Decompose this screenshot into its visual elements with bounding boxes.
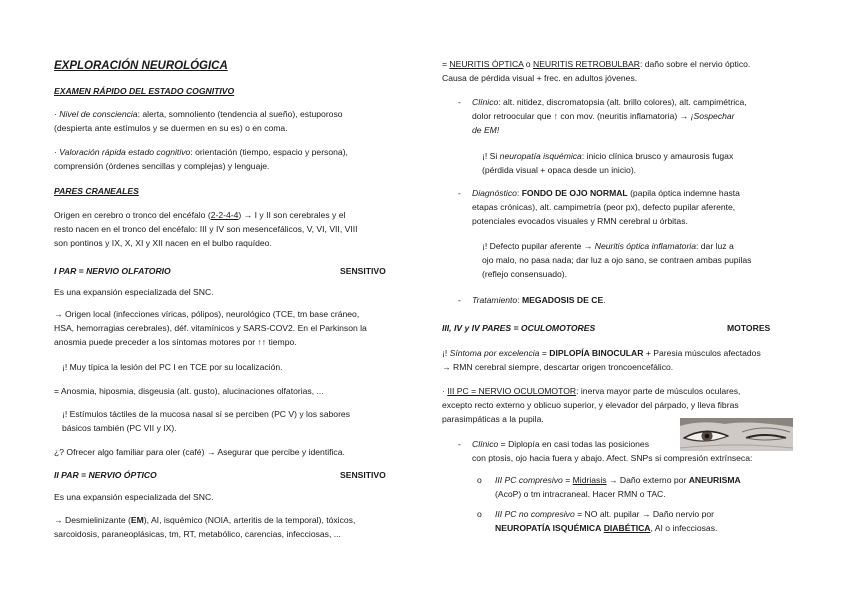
iii-text: : inerva mayor parte de músculos oculares, bbox=[576, 386, 741, 396]
no-compresivo-paragraph bbox=[495, 507, 717, 535]
bullet-dot: · bbox=[54, 109, 60, 119]
clinico-sospechar: ¡Sospechar bbox=[690, 111, 735, 122]
no-compresivo-diabetica: DIABÉTICA bbox=[603, 523, 651, 534]
par1-heading: I PAR = NERVIO OLFATORIO bbox=[54, 266, 171, 276]
neuritis-optica: NEURITIS ÓPTICA bbox=[449, 59, 524, 69]
tratamiento-dash: - bbox=[458, 295, 461, 305]
compresivo-aneurisma: ANEURISMA bbox=[688, 475, 741, 485]
neuritis-paragraph bbox=[442, 57, 750, 85]
iii-text-3: parasimpáticas a la pupila. bbox=[442, 414, 544, 425]
iii-clinico-text-2: con ptosis, ojo hacia fuera y abajo. Afect. SNPs si compresión extrínseca: bbox=[472, 453, 753, 464]
compresivo-text-2: (AcoP) o tm intracraneal. Hacer RMN o TAC. bbox=[495, 489, 666, 500]
clinico-dash: - bbox=[458, 97, 461, 107]
pares-heading: PARES CRANEALES bbox=[54, 186, 139, 196]
no-compresivo-label: III PC no compresivo bbox=[495, 509, 575, 519]
origen-rule: 2-2-4-4 bbox=[210, 210, 239, 220]
no-compresivo-neuropatia: NEUROPATÍA ISQUÉMICA bbox=[495, 523, 602, 534]
clinico-text: : alt. nitidez, discromatopsia (alt. brillo colores), alt. campimétrica, bbox=[498, 97, 747, 107]
sintoma-diplopia: DIPLOPÍA BINOCULAR bbox=[549, 348, 644, 358]
diagnostico-fondo: FONDO DE OJO NORMAL bbox=[521, 188, 628, 198]
neuritis-text: : daño sobre el nervio óptico. bbox=[639, 59, 751, 69]
par1-estimulos-2: básicos también (PC VII y IX). bbox=[62, 423, 177, 434]
iii-clinico-label: Clínico bbox=[472, 439, 499, 449]
par2-heading: II PAR = NERVIO ÓPTICO bbox=[54, 470, 157, 480]
nivel-label: Nivel de consciencia bbox=[59, 109, 138, 119]
clinico-text-3: de EM! bbox=[472, 125, 500, 136]
diagnostico-paragraph bbox=[472, 186, 740, 229]
neuritis-text-2: Causa de pérdida visual + frec. en adultos jóvenes. bbox=[442, 73, 638, 84]
compresivo-label: III PC compresivo bbox=[495, 475, 563, 485]
defecto-label: Neuritis óptica inflamatoria bbox=[594, 241, 696, 251]
diagnostico-text-2: etapas crónicas), alt. campimetría (peor px), defecto pupilar aferente, bbox=[472, 202, 736, 213]
tratamiento-paragraph bbox=[472, 293, 606, 307]
diagnostico-dash: - bbox=[458, 188, 461, 198]
sintoma-text: + Paresia músculos afectados bbox=[643, 348, 761, 358]
defecto-text-3: (reflejo consensuado). bbox=[482, 269, 568, 280]
tratamiento-colon: : bbox=[517, 295, 522, 305]
valoracion-text: : orientación (tiempo, espacio y persona), bbox=[190, 147, 348, 157]
par2-causes-text: ), AI, isquémico (NOIA, arteritis de la temporal), tóxicos, bbox=[143, 515, 356, 525]
par2-causes-text: → Desmielinizante ( bbox=[54, 515, 131, 525]
par2-causes-2: sarcoidosis, paraneoplásicas, tm, RT, metabólico, carencias, infecciosas, ... bbox=[54, 529, 341, 540]
valoracion-text-2: comprensión (órdenes sencillas y complejas) y lenguaje. bbox=[54, 161, 270, 172]
par2-causes-em: EM bbox=[130, 515, 144, 525]
par1-causes-2: HSA, hemorragias cerebrales), déf. vitamínicos y SARS-COV2. En el Parkinson la bbox=[54, 323, 367, 334]
iii-text: · bbox=[442, 386, 448, 396]
exam-heading: EXAMEN RÁPIDO DEL ESTADO COGNITIVO bbox=[54, 86, 235, 96]
tratamiento-end: . bbox=[603, 295, 606, 305]
par2-causes bbox=[54, 513, 355, 541]
par1-anosmia: = Anosmia, hiposmia, disgeusia (alt. gusto), alucinaciones olfatorias, ... bbox=[54, 386, 324, 396]
diagnostico-label: Diagnóstico bbox=[472, 188, 517, 198]
isq-text-2: (pérdida visual + opaca desde un inicio). bbox=[482, 165, 637, 176]
neuritis-text: o bbox=[523, 59, 533, 69]
clinico-text-2: dolor retroocular que ↑ con mov. (neuritis inflamatoria) → bbox=[472, 111, 691, 122]
isq-text: : inicio clínica brusco y amaurosis fugax bbox=[581, 151, 734, 161]
origen-paragraph bbox=[54, 208, 408, 251]
compresivo-bullet: o bbox=[477, 475, 482, 485]
par2-tag: SENSITIVO bbox=[340, 470, 386, 480]
par2-expansion: Es una expansión especializada del SNC. bbox=[54, 492, 214, 502]
par1-estimulos bbox=[62, 407, 350, 435]
isq-label: neuropatía isquémica bbox=[499, 151, 582, 161]
neuritis-retrobulbar: NEURITIS RETROBULBAR bbox=[532, 59, 640, 69]
par1-estimulos-1: ¡! Estímulos táctiles de la mucosa nasal sí se perciben (PC V) y los sabores bbox=[62, 409, 351, 419]
compresivo-text: → Daño externo por bbox=[606, 475, 689, 485]
oculomotores-tag: MOTORES bbox=[727, 323, 771, 333]
defecto-note bbox=[482, 239, 751, 282]
neuritis-text: = bbox=[442, 59, 450, 69]
no-compresivo-text: = NO alt. pupilar → Daño nervio por bbox=[574, 509, 715, 519]
diagnostico-colon: : bbox=[516, 188, 522, 198]
sintoma-text-2: → RMN cerebral siempre, descartar origen troncoencefálico. bbox=[442, 362, 674, 373]
compresivo-midriasis: Midriasis bbox=[572, 475, 607, 485]
defecto-text: : dar luz a bbox=[696, 241, 734, 251]
sintoma-paragraph bbox=[442, 346, 761, 374]
origen-text-2: resto nacen en el tronco del encéfalo: III y IV son mesencefálicos, V, VI, VII, VIII bbox=[54, 224, 358, 235]
compresivo-paragraph bbox=[495, 473, 741, 501]
isq-text: ¡! Si bbox=[482, 151, 500, 161]
iii-label: III PC = NERVIO OCULOMOTOR bbox=[447, 386, 577, 396]
diagnostico-text: (papila óptica indemne hasta bbox=[627, 188, 740, 198]
clinico-paragraph bbox=[472, 95, 747, 138]
defecto-text: ¡! Defecto pupilar aferente → bbox=[482, 241, 595, 251]
compresivo-text: = bbox=[562, 475, 573, 485]
par1-causes-3: anosmia puede preceder a los síntomas motores por ↑↑ tiempo. bbox=[54, 337, 297, 348]
valoracion-label: Valoración rápida estado cognitivo bbox=[59, 147, 191, 157]
tratamiento-value: MEGADOSIS DE CE bbox=[522, 295, 604, 305]
par1-tipica: ¡! Muy típica la lesión del PC I en TCE por su localización. bbox=[62, 362, 283, 372]
tratamiento-label: Tratamiento bbox=[472, 295, 518, 305]
origen-text-3: son pontinos y IX, X, XI y XII nacen en el bulbo raquídeo. bbox=[54, 238, 272, 249]
no-compresivo-bullet: o bbox=[477, 509, 482, 519]
nivel-consciencia bbox=[54, 107, 343, 135]
oculomotores-heading: III, IV y IV PARES = OCULOMOTORES bbox=[442, 323, 596, 333]
valoracion-cognitiva bbox=[54, 145, 348, 173]
diagnostico-text-3: potenciales evocados visuales y RMN cerebral u órbitas. bbox=[472, 216, 688, 227]
no-compresivo-text-2: , AI o infecciosas. bbox=[650, 523, 718, 534]
origen-text: ) → I y II son cerebrales y el bbox=[238, 210, 346, 220]
iii-clinico-text: = Diplopía en casi todas las posiciones bbox=[498, 439, 649, 449]
nivel-text: : alerta, somnoliento (tendencia al sueño), estuporoso bbox=[137, 109, 343, 119]
clinico-label: Clínico bbox=[472, 97, 499, 107]
par1-causes-1: → Origen local (infecciones víricas, pólipos), neurológico (TCE, tm base cráneo, bbox=[54, 309, 360, 319]
sintoma-label: Síntoma por excelencia bbox=[449, 348, 540, 358]
iii-clinico-paragraph bbox=[472, 437, 752, 465]
sintoma-text: ¡! bbox=[442, 348, 450, 358]
par1-ofrecer: ¿? Ofrecer algo familiar para oler (café) → Asegurar que percibe y identifica. bbox=[54, 447, 345, 457]
sintoma-text: = bbox=[539, 348, 550, 358]
par1-causes bbox=[54, 307, 367, 350]
bullet-dot: · bbox=[54, 147, 60, 157]
isquemica-note bbox=[482, 149, 733, 177]
iii-text-2: excepto recto externo y oblicuo superior, y elevador del párpado, y lleva fibras bbox=[442, 400, 739, 411]
defecto-text-2: ojo malo, no pasa nada; dar luz a ojo sano, se contraen ambas pupilas bbox=[482, 255, 752, 266]
iii-clinico-dash: - bbox=[458, 439, 461, 449]
page-title: EXPLORACIÓN NEUROLÓGICA bbox=[54, 60, 228, 72]
par1-expansion: Es una expansión especializada del SNC. bbox=[54, 287, 214, 297]
origen-text: Origen en cerebro o tronco del encéfalo ( bbox=[54, 210, 211, 220]
par1-tag: SENSITIVO bbox=[340, 266, 386, 276]
nivel-text-2: (despierta ante estímulos y se duermen en su es) o en coma. bbox=[54, 123, 288, 134]
